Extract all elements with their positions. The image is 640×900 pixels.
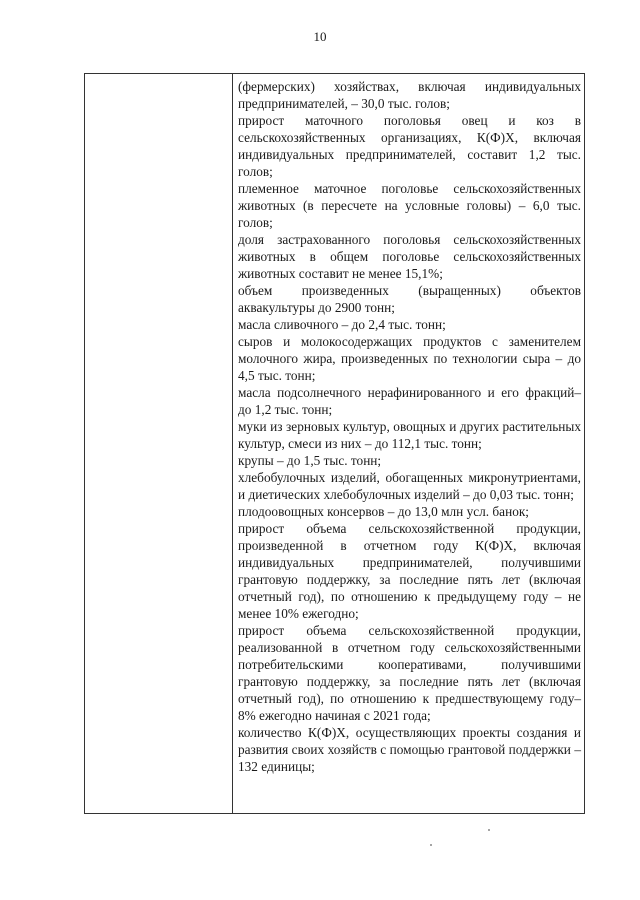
list-item: прирост объема сельскохозяйственной продукции, реализованной в отчетном году сельскохозяйственными потребительскими кооперативами, получившими грантовую поддержку, за последние пять лет (включая отчетный год), по отношению к предшествующему году– 8% ежегодно начиная с 2021 года; [238,623,581,723]
list-item: (фермерских) хозяйствах, включая индивидуальных предпринимателей, – 30,0 тыс. голов; [238,79,581,111]
list-item: сыров и молокосодержащих продуктов с заменителем молочного жира, произведенных по технологии сыра – до 4,5 тыс. тонн; [238,334,581,383]
table-right-column [233,74,584,813]
scan-speck [430,844,432,846]
list-item: объем произведенных (выращенных) объектов аквакультуры до 2900 тонн; [238,283,581,315]
list-item: крупы – до 1,5 тыс. тонн; [238,453,382,468]
list-item: плодоовощных консервов – до 13,0 млн усл. банок; [238,504,529,519]
list-item: муки из зерновых культур, овощных и других растительных культур, смеси из них – до 112,1 тыс. тонн; [238,419,581,451]
scan-speck [488,829,490,831]
list-item: количество К(Ф)Х, осуществляющих проекты создания и развития своих хозяйств с помощью грантовой поддержки – 132 единицы; [238,725,581,774]
page-number: 10 [313,29,327,44]
list-item: масла подсолнечного нерафинированного и его фракций– до 1,2 тыс. тонн; [238,385,581,417]
document-table [84,73,585,814]
list-item: масла сливочного – до 2,4 тыс. тонн; [238,317,446,332]
list-item: доля застрахованного поголовья сельскохозяйственных животных в общем поголовье сельскохозяйственных животных составит не менее 15,1%; [238,232,581,281]
list-item: хлебобулочных изделий, обогащенных микронутриентами, и диетических хлебобулочных изделий – до 0,03 тыс. тонн; [238,470,581,502]
table-left-column [85,74,233,813]
list-item: племенное маточное поголовье сельскохозяйственных животных (в пересчете на условные головы) – 6,0 тыс. голов; [238,181,581,230]
list-item: прирост объема сельскохозяйственной продукции, произведенной в отчетном году К(Ф)Х, включая индивидуальных предпринимателей, получившими грантовую поддержку, за последние пять лет (включая отчетный год), по отношению к предыдущему году – не менее 10% ежегодно; [238,521,581,621]
list-item: прирост маточного поголовья овец и коз в сельскохозяйственных организациях, К(Ф)Х, включая индивидуальных предпринимателей, составит 1,2 тыс. голов; [238,113,581,179]
